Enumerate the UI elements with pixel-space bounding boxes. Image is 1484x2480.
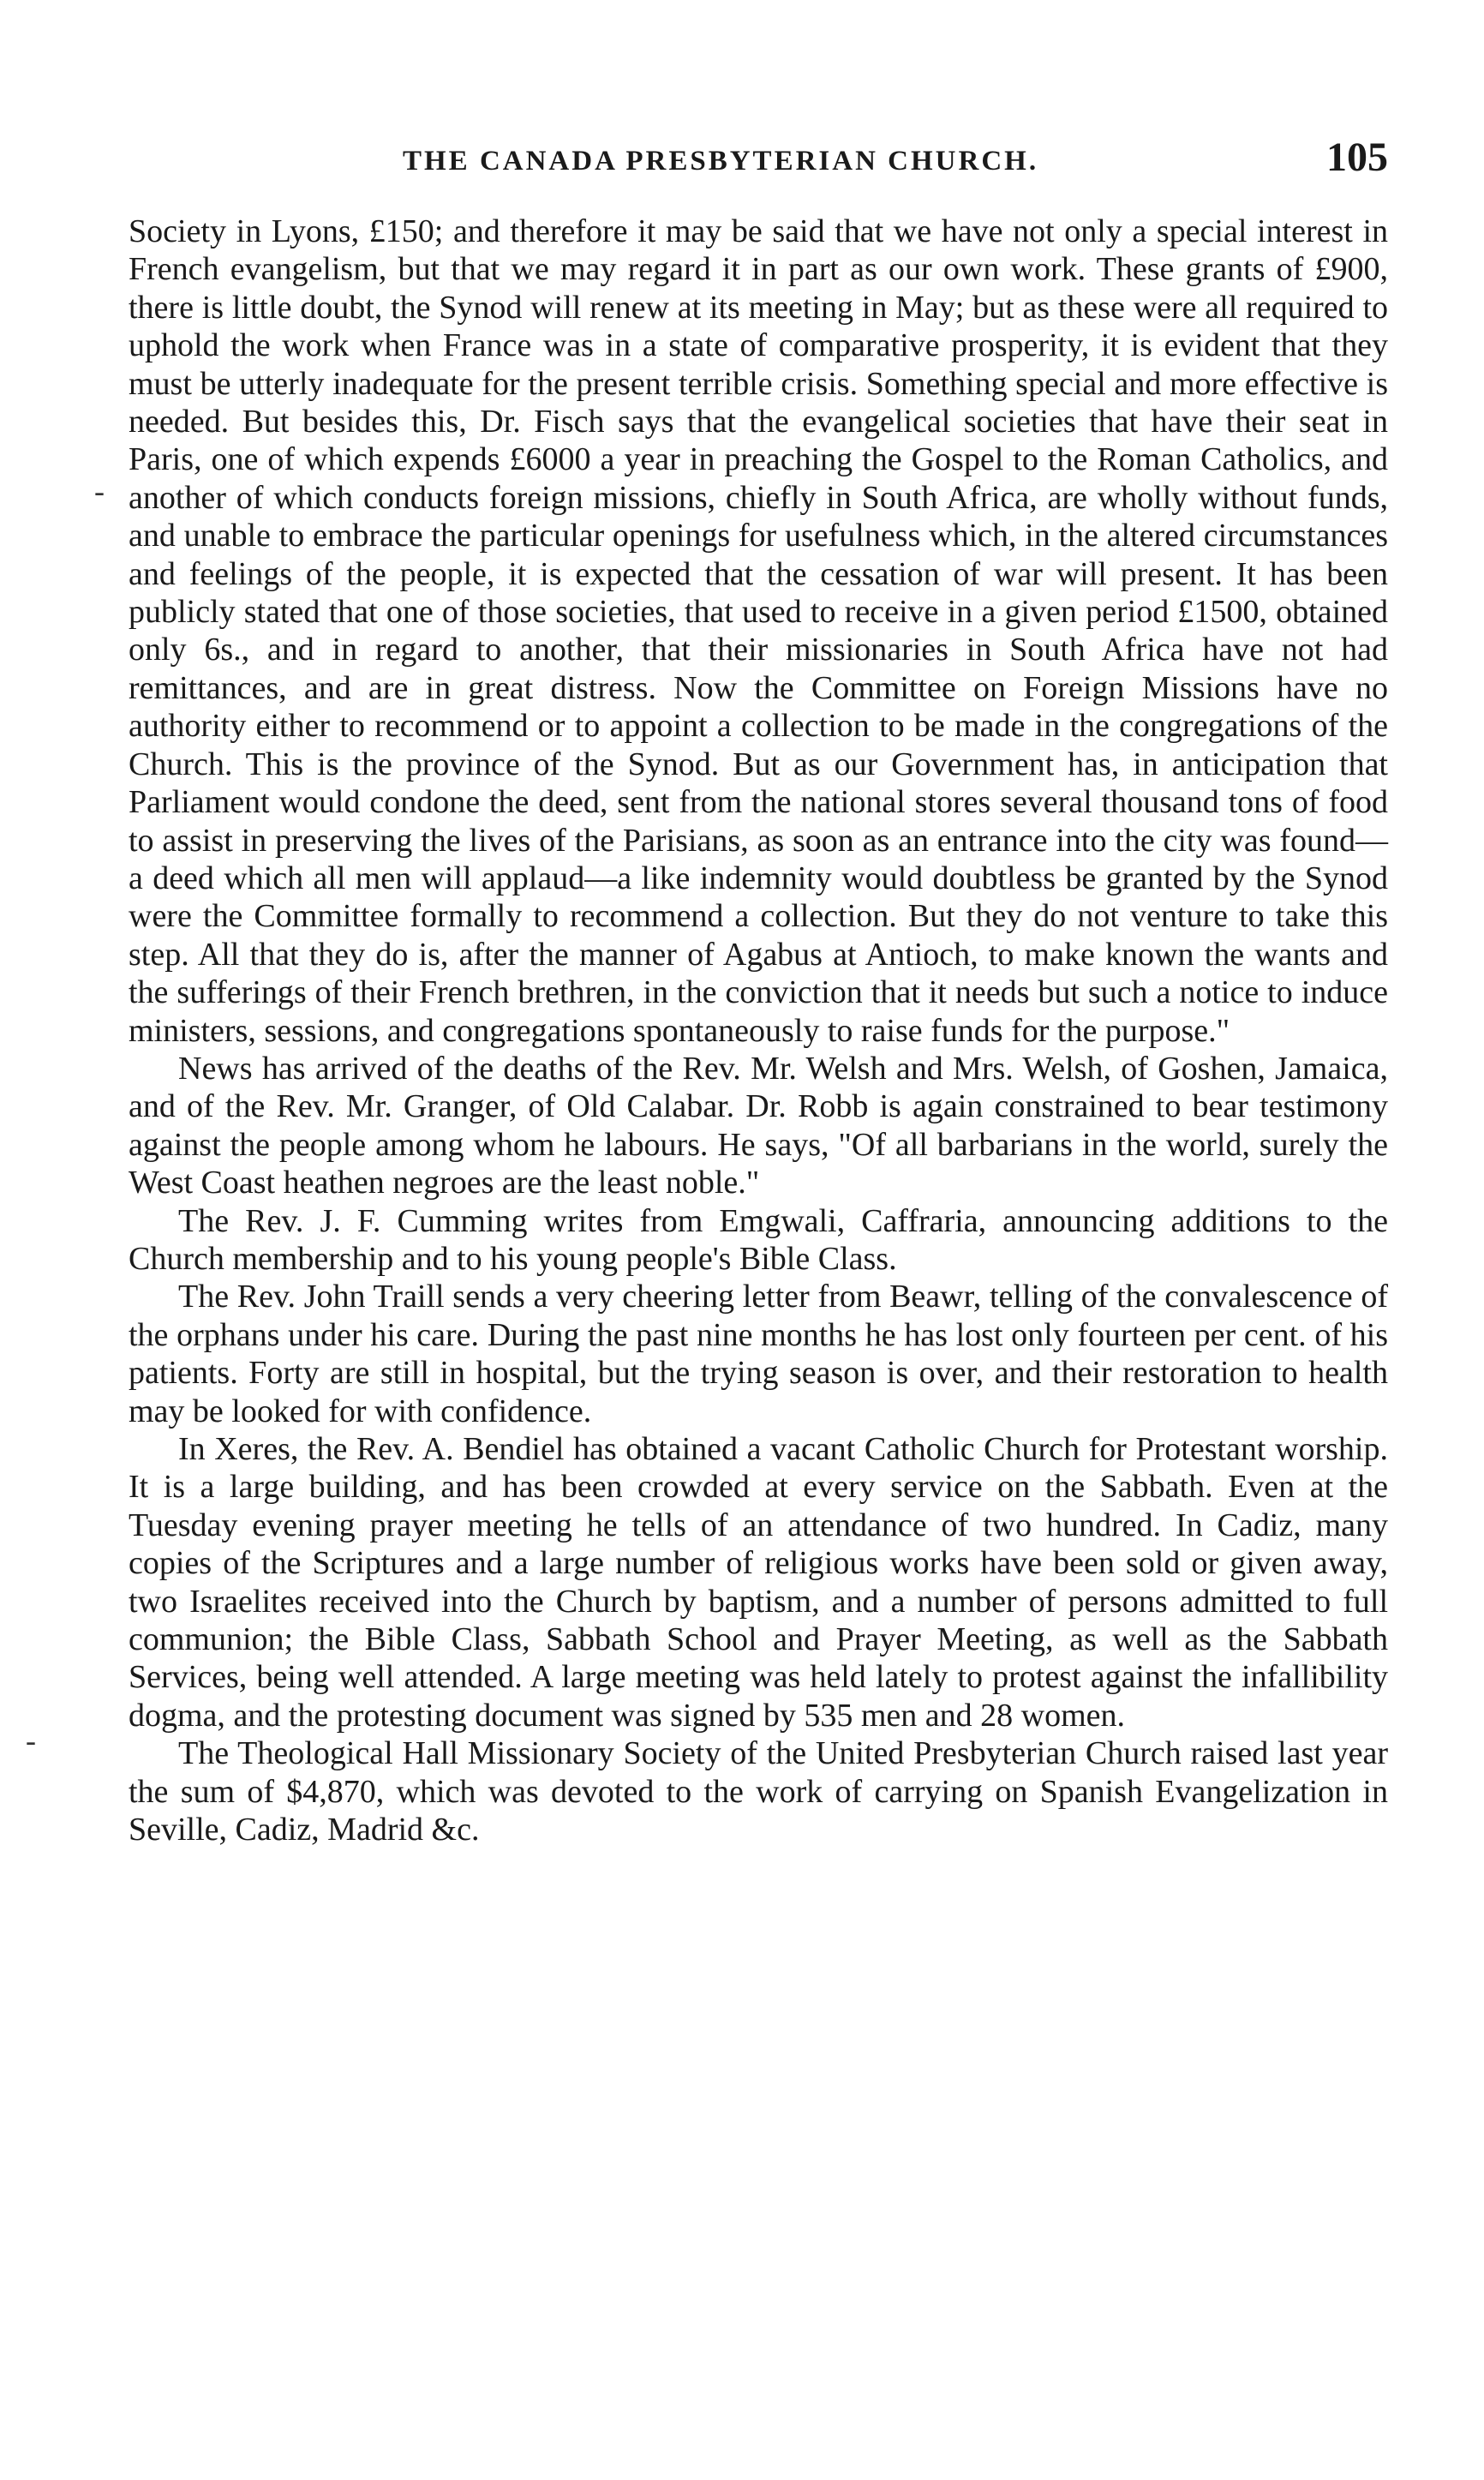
paragraph-cumming: The Rev. J. F. Cumming writes from Emgwali, Caffraria, announcing additions to the Church membership and to his young people's Bible Class. [129, 1202, 1388, 1277]
paragraph-news-deaths: News has arrived of the deaths of the Rev. Mr. Welsh and Mrs. Welsh, of Goshen, Jamaica, and of the Rev. Mr. Granger, of Old Calabar. Dr. Robb is again constrained to bear testimony against the people among whom he labours. He says, "Of all barbarians in the world, surely the West Coast heathen negroes are the least noble." [129, 1050, 1388, 1201]
paragraph-xeres: In Xeres, the Rev. A. Bendiel has obtained a vacant Catholic Church for Protestant worship. It is a large building, and has been crowded at every service on the Sabbath. Even at the Tuesday evening prayer meeting he tells of an attendance of two hundred. In Cadiz, many copies of the Scriptures and a large number of religious works have been sold or given away, two Israelites received into the Church by baptism, and a number of persons admitted to full communion; the Bible Class, Sabbath School and Prayer Meeting, as well as the Sabbath Services, being well attended. A large meeting was held lately to protest against the infallibility dogma, and the protesting document was signed by 535 men and 28 women. [129, 1431, 1388, 1734]
margin-mark: - [26, 1723, 36, 1758]
body-text [129, 213, 1388, 1848]
paragraph-traill: The Rev. John Traill sends a very cheering letter from Beawr, telling of the convalescence of the orphans under his care. During the past nine months he has lost only fourteen per cent. of his patients. Forty are still in hospital, but the trying season is over, and their restoration to health may be looked for with confidence. [129, 1279, 1388, 1429]
document-page [129, 129, 1388, 1848]
paragraph-theological-hall: The Theological Hall Missionary Society of the United Presbyterian Church raised last year the sum of $4,870, which was devoted to the work of carrying on Spanish Evangelization in Seville, Cadiz, Madrid &c. [129, 1735, 1388, 1848]
paragraph-continued: Society in Lyons, £150; and therefore it may be said that we have not only a special interest in French evangelism, but that we may regard it in part as our own work. These grants of £900, there is little doubt, the Synod will renew at its meeting in May; but as these were all required to uphold the work when France was in a state of comparative prosperity, it is evident that they must be utterly inadequate for the present terrible crisis. Something special and more effective is needed. But besides this, Dr. Fisch says that the evangelical societies that have their seat in Paris, one of which expends £6000 a year in preaching the Gospel to the Roman Catholics, and another of which conducts foreign missions, chiefly in South Africa, are wholly without funds, and unable to embrace the particular openings for usefulness which, in the altered circumstances and feelings of the people, it is expected that the cessation of war will present. It has been publicly stated that one of those societies, that used to receive in a given period £1500, obtained only 6s., and in regard to another, that their missionaries in South Africa have not had remittances, and are in great distress. Now the Committee on Foreign Missions have no authority either to recommend or to appoint a collection to be made in the congregations of the Church. This is the province of the Synod. But as our Government has, in anticipation that Parliament would condone the deed, sent from the national stores several thousand tons of food to assist in preserving the lives of the Parisians, as soon as an entrance into the city was found—a deed which all men will applaud—a like indemnity would doubtless be granted by the Synod were the Committee formally to recommend a collection. But they do not venture to take this step. All that they do is, after the manner of Agabus at Antioch, to make known the wants and the sufferings of their French brethren, in the conviction that it needs but such a notice to induce ministers, sessions, and congregations spontaneously to raise funds for the purpose." [129, 213, 1388, 1049]
running-title: THE CANADA PRESBYTERIAN CHURCH. [403, 146, 1039, 177]
page-number: 105 [1326, 135, 1388, 180]
margin-mark: - [94, 474, 105, 508]
page-header [129, 129, 1388, 197]
